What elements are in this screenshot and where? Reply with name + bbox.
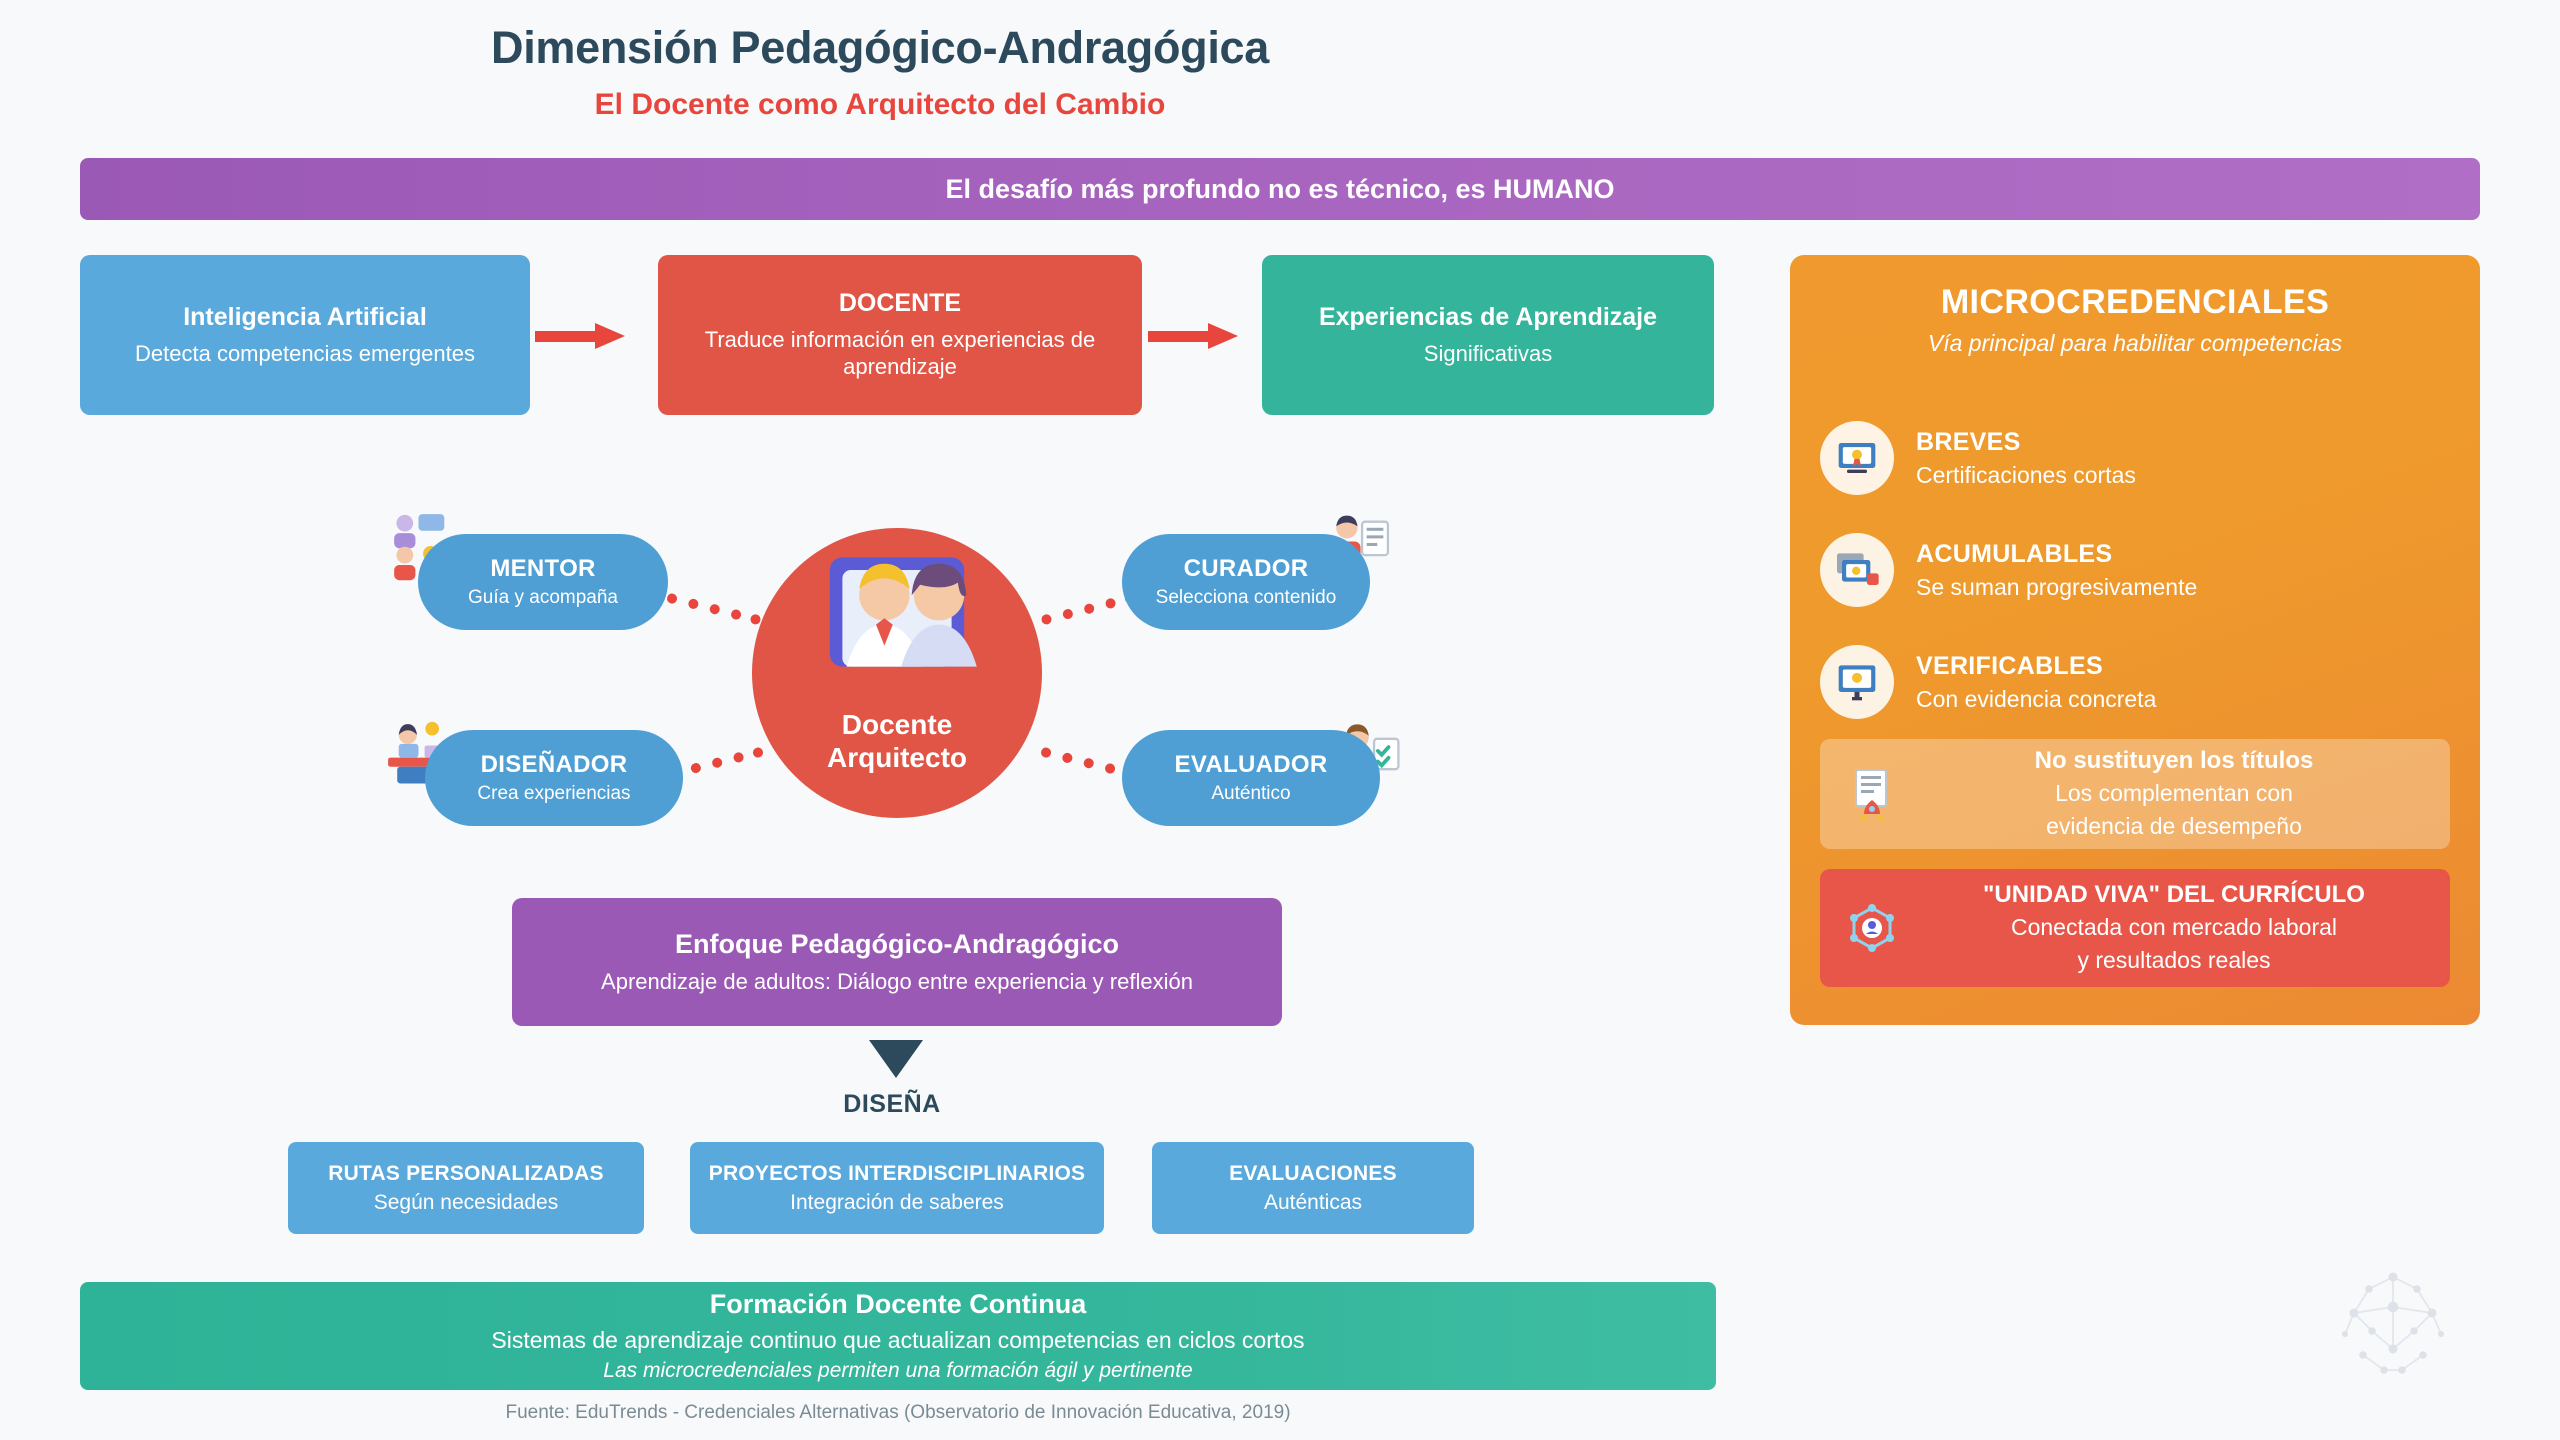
panel-subtitle: Vía principal para habilitar competencias xyxy=(1927,330,2343,356)
flow-card-desc: Detecta competencias emergentes xyxy=(135,340,475,366)
role-desc: Crea experiencias xyxy=(477,783,631,804)
disena-label: DISEÑA xyxy=(843,1090,941,1118)
feature-title: BREVES xyxy=(1916,427,2021,456)
page-subtitle: El Docente como Arquitecto del Cambio xyxy=(594,88,1166,121)
output-title: RUTAS PERSONALIZADAS xyxy=(328,1161,604,1185)
feature-desc: Con evidencia concreta xyxy=(1916,685,2157,712)
output-card-evaluaciones xyxy=(1152,1142,1474,1234)
note-line2: evidencia de desempeño xyxy=(2046,813,2302,839)
enfoque-pedagogico-card xyxy=(512,898,1282,1026)
human-challenge-banner xyxy=(80,158,2480,220)
role-pill-curador xyxy=(1122,534,1370,630)
feature-title: ACUMULABLES xyxy=(1916,539,2113,568)
feature-desc: Se suman progresivamente xyxy=(1916,573,2198,600)
note-title: No sustituyen los títulos xyxy=(2034,747,2314,775)
connector-dots-curador xyxy=(1040,593,1135,624)
certificate-badge-icon xyxy=(1820,421,1894,495)
role-desc: Auténtico xyxy=(1211,783,1291,804)
flow-card-desc: Significativas xyxy=(1423,340,1553,366)
formacion-line2: Las microcredenciales permiten una formación ágil y pertinente xyxy=(603,1359,1193,1382)
source-caption: Fuente: EduTrends - Credenciales Alternativas (Observatorio de Innovación Educativa, 2019) xyxy=(505,1402,1291,1423)
output-card-rutas-personalizadas xyxy=(288,1142,644,1234)
flow-card-title: Experiencias de Aprendizaje xyxy=(1318,303,1658,331)
note-title: "UNIDAD VIVA" DEL CURRÍCULO xyxy=(1983,881,2365,909)
two-teachers-illustration xyxy=(792,486,1002,696)
verified-monitor-icon xyxy=(1820,645,1894,719)
panel-note-unidad-viva xyxy=(1820,869,2450,987)
enfoque-desc: Aprendizaje de adultos: Diálogo entre experiencia y reflexión xyxy=(601,969,1193,994)
network-node-icon xyxy=(1836,892,1908,964)
arrow-down-icon xyxy=(869,1040,923,1078)
flow-card-title: DOCENTE xyxy=(838,289,962,318)
role-pill-evaluador xyxy=(1122,730,1380,826)
panel-feature-acumulables xyxy=(1820,527,2450,613)
role-title: DISEÑADOR xyxy=(480,751,628,778)
arrow-right-icon xyxy=(535,323,631,349)
panel-title: MICROCREDENCIALES xyxy=(1940,283,2330,321)
role-pill-disenador xyxy=(425,730,683,826)
panel-feature-breves xyxy=(1820,415,2450,501)
diploma-rocket-icon xyxy=(1836,758,1908,830)
output-desc: Según necesidades xyxy=(373,1190,559,1214)
role-desc: Selecciona contenido xyxy=(1155,587,1337,608)
role-desc: Guía y acompaña xyxy=(468,587,618,608)
feature-title: VERIFICABLES xyxy=(1916,651,2103,680)
role-title: CURADOR xyxy=(1183,555,1309,582)
output-title: PROYECTOS INTERDISCIPLINARIOS xyxy=(708,1161,1086,1185)
flow-card-experiencias xyxy=(1262,255,1714,415)
flow-card-inteligencia-artificial xyxy=(80,255,530,415)
formacion-title: Formación Docente Continua xyxy=(709,1289,1087,1319)
panel-note-no-sustituyen xyxy=(1820,739,2450,849)
role-title: EVALUADOR xyxy=(1174,751,1328,778)
role-title: MENTOR xyxy=(490,555,596,582)
brain-network-watermark xyxy=(2318,1250,2468,1400)
stacked-cards-icon xyxy=(1820,533,1894,607)
note-line1: Conectada con mercado laboral xyxy=(2010,914,2338,941)
microcredenciales-panel xyxy=(1790,255,2480,1025)
panel-feature-verificables xyxy=(1820,639,2450,725)
enfoque-title: Enfoque Pedagógico-Andragógico xyxy=(675,929,1119,959)
output-card-proyectos-interdisciplinarios xyxy=(690,1142,1104,1234)
banner-label: El desafío más profundo no es técnico, es HUMANO xyxy=(945,173,1615,204)
role-pill-mentor xyxy=(418,534,668,630)
note-line2: y resultados reales xyxy=(2077,947,2271,973)
output-title: EVALUACIONES xyxy=(1229,1161,1397,1185)
output-desc: Auténticas xyxy=(1263,1190,1363,1214)
arrow-right-icon xyxy=(1148,323,1244,349)
output-desc: Integración de saberes xyxy=(790,1190,1004,1214)
hub-label: Docente Arquitecto xyxy=(827,708,967,773)
flow-card-docente xyxy=(658,255,1142,415)
flow-card-title: Inteligencia Artificial xyxy=(183,303,427,331)
formacion-docente-continua-bar xyxy=(80,1282,1716,1390)
feature-desc: Certificaciones cortas xyxy=(1916,461,2136,488)
center-hub-docente-arquitecto xyxy=(752,528,1042,818)
formacion-line1: Sistemas de aprendizaje continuo que actualizan competencias en ciclos cortos xyxy=(491,1327,1305,1353)
page-title: Dimensión Pedagógico-Andragógica xyxy=(491,22,1269,73)
connector-dots-mentor xyxy=(666,593,761,624)
flow-card-desc: Traduce información en experiencias de aprendizaje xyxy=(704,326,1096,380)
note-line1: Los complementan con xyxy=(2055,780,2293,807)
